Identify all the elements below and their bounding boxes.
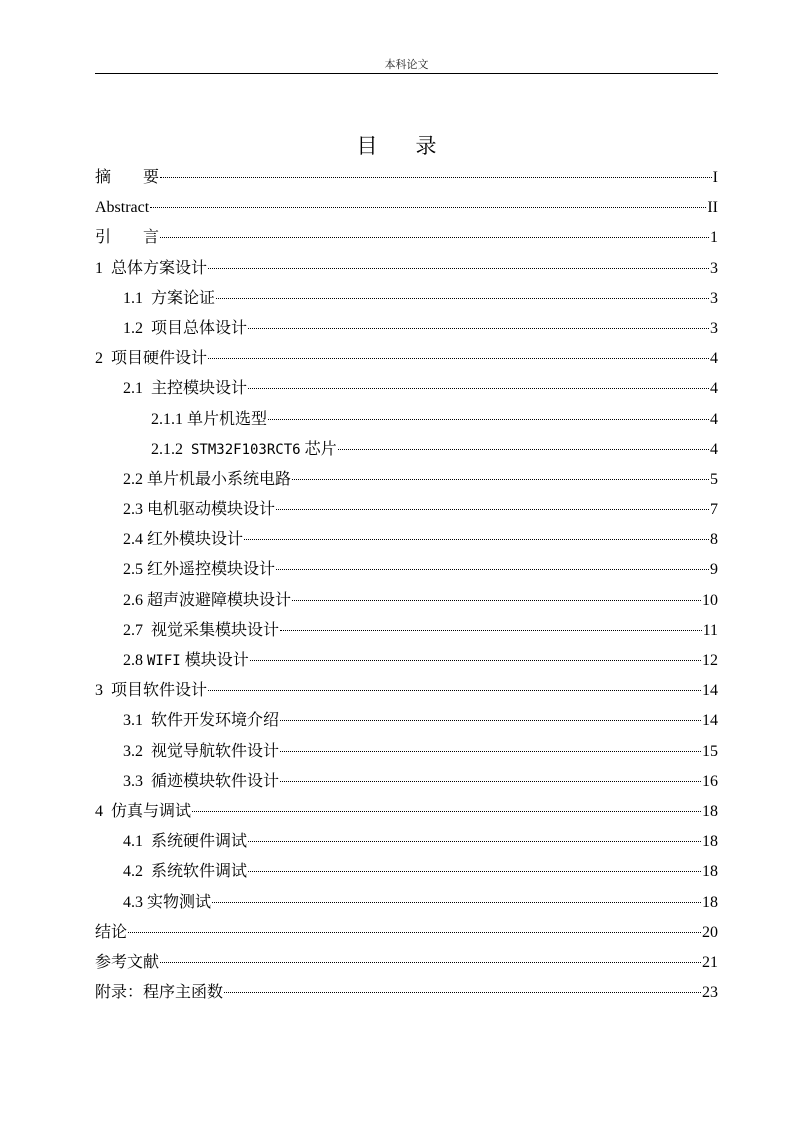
toc-entry-label: 2.1 主控模块设计 [123,380,248,398]
toc-entry-label: 2.3 电机驱动模块设计 [123,501,276,519]
toc-dot-leader [208,357,709,359]
toc-page-number: 18 [702,893,718,911]
toc-entry[interactable] [95,344,718,374]
toc-page-number: 15 [702,742,718,760]
toc-entry[interactable] [95,405,718,435]
toc-page-number: 4 [710,350,718,368]
toc-dot-leader [292,478,709,480]
table-of-contents [95,163,718,1008]
toc-entry[interactable] [95,223,718,253]
toc-page-number: 18 [702,802,718,820]
toc-dot-leader [280,719,701,721]
toc-page-number: 9 [710,561,718,579]
toc-page-number: 11 [702,621,718,639]
toc-entry-label: 1.1 方案论证 [123,289,216,307]
toc-entry[interactable] [95,193,718,223]
toc-page-number: 14 [702,712,718,730]
toc-entry-label: 参考文献 [95,953,160,971]
toc-entry-label: 引 言 [95,229,160,247]
toc-entry[interactable] [95,525,718,555]
toc-entry-label [151,435,337,465]
toc-page-number: 23 [702,984,718,1002]
toc-entry-label: 4.1 系统硬件调试 [123,833,248,851]
toc-entry-label: 附录：程序主函数 [95,984,224,1002]
toc-entry[interactable] [95,314,718,344]
toc-dot-leader [160,961,701,963]
toc-entry-label-suffix: 芯片 [300,440,337,458]
toc-entry-label: 3 项目软件设计 [95,682,208,700]
toc-dot-leader [216,297,709,299]
toc-entry-label-prefix: 2.8 [123,652,147,669]
toc-entry-label: 4.2 系统软件调试 [123,863,248,881]
toc-page-number: 3 [710,259,718,277]
toc-entry[interactable] [95,465,718,495]
toc-entry-label: 2.6 超声波避障模块设计 [123,591,292,609]
toc-entry-label: 4 仿真与调试 [95,802,192,820]
toc-dot-leader [280,750,701,752]
toc-dot-leader [268,418,709,420]
toc-title-second-char: 录 [415,134,437,158]
toc-page-number: 8 [710,531,718,549]
toc-entry[interactable] [95,676,718,706]
toc-dot-leader [338,448,709,450]
toc-dot-leader [150,206,706,208]
toc-entry[interactable] [95,586,718,616]
toc-dot-leader [208,267,709,269]
toc-entry[interactable] [95,706,718,736]
toc-page-number: 12 [702,652,718,669]
toc-entry[interactable] [95,646,718,676]
toc-page-number: 16 [702,772,718,790]
toc-dot-leader [248,387,709,389]
toc-dot-leader [276,508,709,510]
toc-entry[interactable] [95,918,718,948]
toc-entry[interactable] [95,948,718,978]
toc-entry-label: 3.3 循迹模块软件设计 [123,772,280,790]
toc-page-number: 4 [710,440,718,458]
toc-dot-leader [280,780,701,782]
toc-page-number: 20 [702,923,718,941]
toc-entry-label: 2.1.1 单片机选型 [151,410,268,428]
toc-entry[interactable] [95,978,718,1008]
toc-entry[interactable] [95,797,718,827]
toc-entry-label: 3.1 软件开发环境介绍 [123,712,280,730]
toc-title [0,130,793,160]
toc-dot-leader [160,236,709,238]
toc-dot-leader [276,568,709,570]
toc-entry-label-prefix: 2.1.2 [151,440,191,458]
toc-page-number: 5 [710,470,718,488]
toc-entry[interactable] [95,435,718,465]
toc-page-number: 21 [702,953,718,971]
toc-dot-leader [248,870,701,872]
toc-entry[interactable] [95,737,718,767]
toc-dot-leader [292,599,701,601]
toc-entry[interactable] [95,374,718,404]
toc-entry-label: 2.7 视觉采集模块设计 [123,621,280,639]
toc-dot-leader [128,931,701,933]
toc-entry[interactable] [95,616,718,646]
toc-dot-leader [212,901,701,903]
toc-page-number: 18 [702,863,718,881]
toc-page-number: 1 [710,229,718,247]
toc-page-number: 7 [710,501,718,519]
toc-page-number: 3 [710,319,718,337]
toc-entry-label: 2.4 红外模块设计 [123,531,244,549]
toc-dot-leader [208,689,701,691]
toc-page-number: 4 [710,380,718,398]
toc-entry-label [123,646,249,676]
toc-entry[interactable] [95,555,718,585]
toc-entry[interactable] [95,888,718,918]
toc-dot-leader [224,991,701,993]
toc-entry-label: 结论 [95,923,128,941]
toc-entry-label-code: STM32F103RCT6 [191,441,301,458]
toc-entry-label: 2.5 红外遥控模块设计 [123,561,276,579]
toc-entry-label: 1 总体方案设计 [95,259,208,277]
toc-entry-label: 4.3 实物测试 [123,893,212,911]
toc-page-number: 4 [710,410,718,428]
toc-entry-label: 2 项目硬件设计 [95,350,208,368]
toc-entry[interactable] [95,495,718,525]
toc-page-number: 10 [702,591,718,609]
toc-entry[interactable] [95,163,718,193]
toc-entry[interactable] [95,827,718,857]
toc-page-number: 3 [710,289,718,307]
toc-dot-leader [250,659,701,661]
toc-entry[interactable] [95,254,718,284]
toc-entry-label-code: WIFI [147,653,181,669]
toc-page-number: 14 [702,682,718,700]
toc-page-number: II [707,199,718,217]
toc-page-number: 18 [702,833,718,851]
toc-dot-leader [248,840,701,842]
toc-entry-label: 3.2 视觉导航软件设计 [123,742,280,760]
running-header: 本科论文 [384,59,429,71]
toc-title-first-char: 目 [356,134,378,158]
toc-entry[interactable] [95,767,718,797]
toc-entry-label: 摘 要 [95,169,160,186]
toc-dot-leader [160,176,712,178]
toc-page-number: I [712,169,718,186]
toc-entry-label-suffix: 模块设计 [180,652,249,669]
header-rule [95,73,718,74]
toc-dot-leader [192,810,701,812]
toc-entry-label: 2.2 单片机最小系统电路 [123,470,292,488]
toc-entry[interactable] [95,284,718,314]
toc-dot-leader [280,629,702,631]
toc-dot-leader [248,327,709,329]
toc-dot-leader [244,538,709,540]
toc-entry[interactable] [95,857,718,887]
toc-entry-label: Abstract [95,199,150,217]
toc-entry-label: 1.2 项目总体设计 [123,319,248,337]
